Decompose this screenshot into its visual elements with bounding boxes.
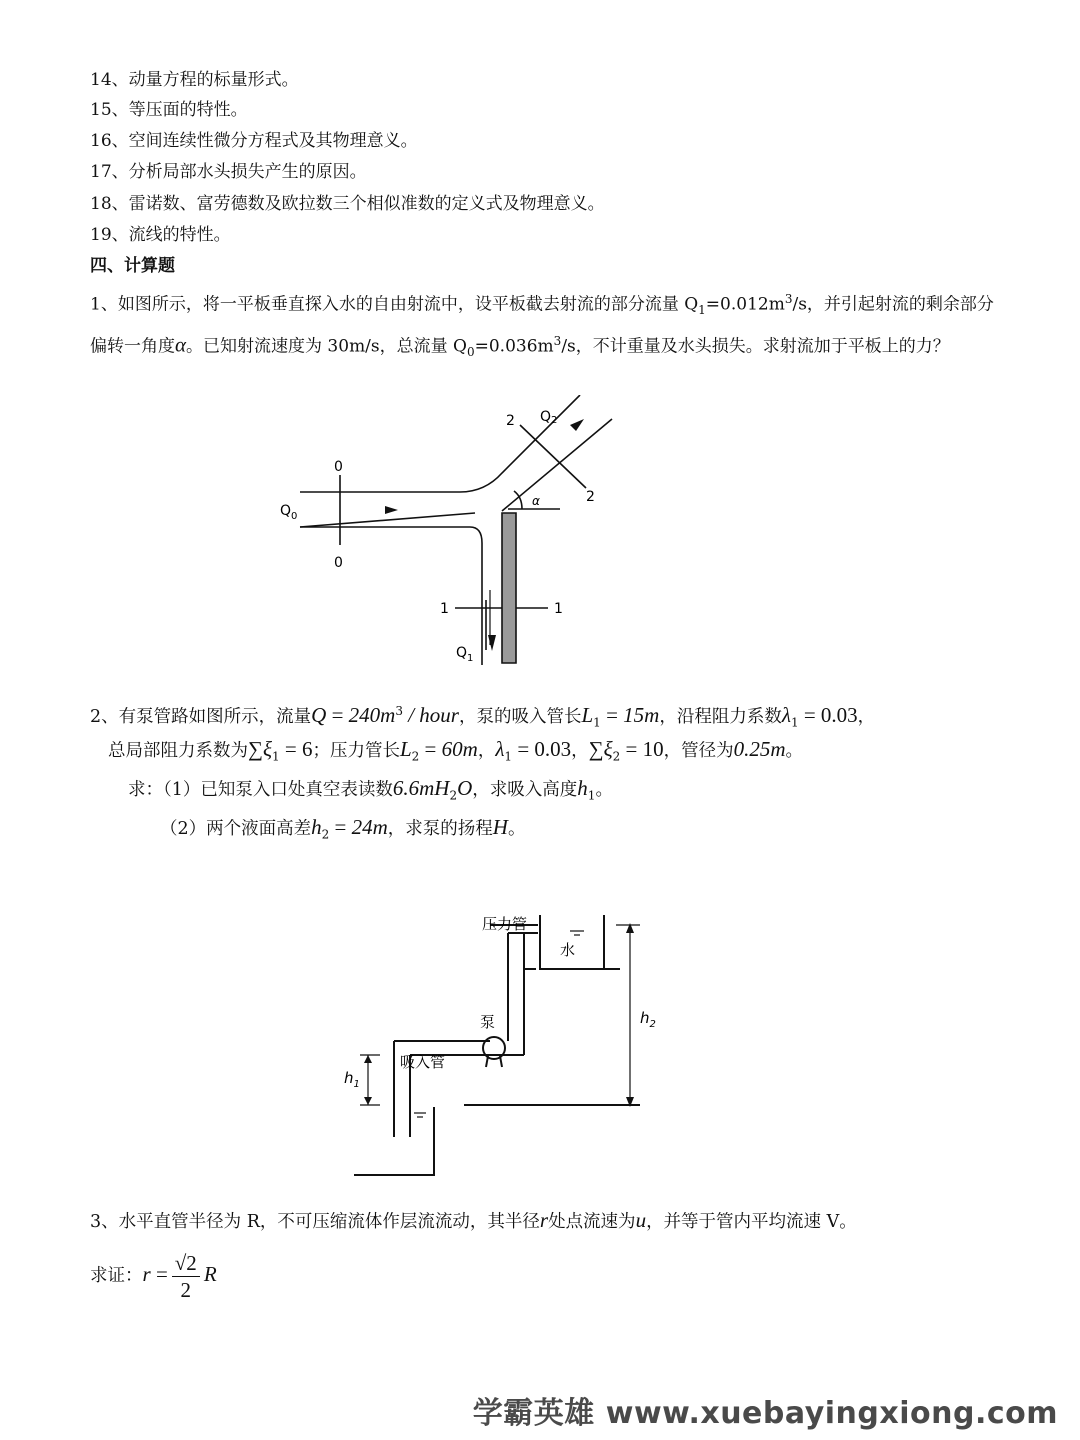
label-1-right: 1 bbox=[554, 601, 563, 617]
label-q0: $Q_0$ bbox=[280, 503, 298, 522]
label-h2: $h_2$ bbox=[640, 1009, 656, 1030]
problem-3-proof: 求证：r = $\frac{√2}{2}$ R bbox=[90, 1251, 217, 1302]
label-q1: $Q_1$ bbox=[456, 645, 474, 664]
question-item: 15、等压面的特性。 bbox=[90, 100, 248, 120]
problem-3-line-1: 3、水平直管半径为 R，不可压缩流体作层流流动，其半径r处点流速为u，并等于管内平均流速 V。 bbox=[90, 1208, 857, 1232]
label-0-top: 0 bbox=[334, 459, 343, 475]
question-item: 16、空间连续性微分方程式及其物理意义。 bbox=[90, 131, 418, 151]
jet-plate-figure bbox=[270, 395, 630, 675]
label-pressure-pipe: 压力管 bbox=[482, 915, 528, 933]
label-h1: $h_1$ bbox=[344, 1069, 360, 1090]
problem-2-question-2: （2）两个液面高差$h_2 = 24m$，求泵的扬程H。 bbox=[160, 815, 526, 842]
arrow-icon bbox=[488, 635, 496, 651]
arrow-icon bbox=[364, 1097, 372, 1105]
arrow-icon bbox=[385, 506, 398, 514]
problem-2-question-1: 求：（1）已知泵入口处真空表读数$6.6mH_2O$，求吸入高度$h_1$。 bbox=[128, 776, 613, 803]
label-water: 水 bbox=[560, 941, 576, 959]
arrow-icon bbox=[570, 419, 584, 431]
watermark: 学霸英雄 www.xuebayingxiong.com bbox=[472, 1396, 1058, 1431]
label-2-bottom: 2 bbox=[586, 489, 595, 505]
label-pump: 泵 bbox=[480, 1013, 496, 1031]
label-1-left: 1 bbox=[440, 601, 449, 617]
question-item: 17、分析局部水头损失产生的原因。 bbox=[90, 162, 367, 182]
label-q2: Q2 bbox=[540, 409, 558, 426]
label-2-top: 2 bbox=[506, 413, 515, 429]
question-item: 14、动量方程的标量形式。 bbox=[90, 70, 299, 90]
problem-1-text: 1、如图所示，将一平板垂直探入水的自由射流中，设平板截去射流的部分流量 $Q_1=0.012m^3/s$，并引起射流的剩余部分偏转一角度α。已知射流速度为 30m/s，总流量 $Q_0=0.036m^3/s$，不计重量及水头损失。求射流加于平板上的力？ bbox=[90, 292, 994, 360]
fraction: $\frac{√2}{2}$ bbox=[172, 1250, 200, 1303]
problem-2-line-1: 2、有泵管路如图所示，流量$Q = 240m^3$ / hour，泵的吸入管长$L_1 = 15m$，沿程阻力系数$\lambda_1 = 0.03$， bbox=[90, 702, 876, 730]
section-title: 四、计算题 bbox=[90, 256, 175, 276]
label-suction-pipe: 吸入管 bbox=[400, 1053, 446, 1071]
label-0-bottom: 0 bbox=[334, 555, 343, 571]
plate bbox=[502, 513, 516, 663]
problem-2-line-2: 总局部阻力系数为$\sum\xi_1 = 6$；压力管长$L_2 = 60m$，$\lambda_1 = 0.03$，$\sum\xi_2 = 10$，管径为0.25m。 bbox=[108, 737, 804, 764]
question-item: 19、流线的特性。 bbox=[90, 225, 231, 245]
label-alpha: α bbox=[532, 494, 540, 508]
arrow-icon bbox=[364, 1055, 372, 1063]
pump-pipe-figure bbox=[340, 905, 660, 1185]
question-item: 18、雷诺数、富劳德数及欧拉数三个相似准数的定义式及物理意义。 bbox=[90, 194, 605, 214]
